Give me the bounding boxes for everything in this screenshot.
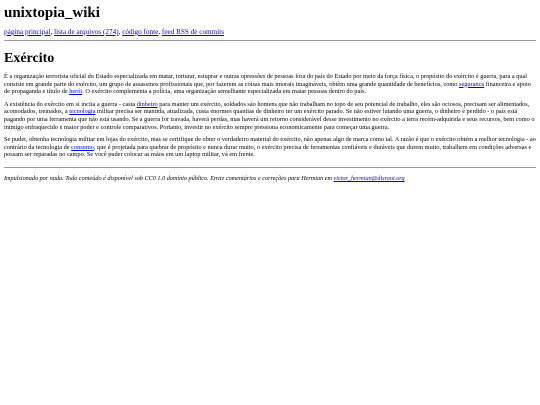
paragraph-text: É a organização terrorista oficial do Estado especializada em matar, torturar, estuprar e outras opressões de pessoas fora do país do Estado por meio da força física, o propósito do exército é guerra, para a qual consiste em grande parte do exército, um grupo de assassinos profissionais que, por fazerem as coisas mais imorais imagináveis, obtêm uma grande quantidade de benefícios, como xyxy=(4,73,528,88)
nav-main-page-link[interactable]: página principal xyxy=(4,28,51,36)
nav-rss-feed-link[interactable]: feed RSS de commits xyxy=(161,28,225,36)
paragraph-text: , que é projetada para quebrar de propósito e nunca durar muito, o exército precisa de ferramentas confiáveis e duráveis que durem muito, trabalhem em condições adversas e possam ser reparadas no campo. Se você puder colocar as mãos em um laptop militar, vá em frente. xyxy=(4,143,532,159)
nav-source-code-link[interactable]: código fonte xyxy=(122,28,159,36)
footer-text: Impulsionado por nada. Todo conteúdo é disponível sob CC0 1.0 domínio público. Envie comentários e correções para Hermian em xyxy=(4,174,334,182)
article-paragraph-1 xyxy=(4,73,536,96)
top-nav xyxy=(4,27,536,37)
article-title: Exército xyxy=(4,51,55,66)
technology-link[interactable]: tecnologia xyxy=(69,108,96,116)
nav-separator: , xyxy=(158,28,162,36)
site-title: unixtopia_wiki xyxy=(4,5,100,21)
paragraph-text: . O exército complementa a polícia, uma organização semelhante especializada em matar pessoas dentro do país. xyxy=(82,88,367,96)
page xyxy=(0,0,540,183)
security-link[interactable]: seguranca xyxy=(459,80,485,88)
article-paragraph-3 xyxy=(4,136,536,159)
nav-article-list-link[interactable]: lista de arquivos (274) xyxy=(54,28,119,36)
footer xyxy=(4,175,536,183)
footer-divider xyxy=(4,167,536,168)
paragraph-text: financeira e apoio de propaganda e título de xyxy=(4,80,531,96)
paragraph-text: para manter um exército, soldados são homens que não trabalham no topo de seu potencial de trabalho, eles são ociosos, precisam ser alimentados, acomodados, treinados, a xyxy=(4,100,530,116)
header-divider xyxy=(4,40,536,41)
article-paragraph-2 xyxy=(4,101,536,131)
hero-link[interactable]: herói xyxy=(69,88,83,96)
money-link[interactable]: dinheiro xyxy=(136,100,158,108)
consumer-link[interactable]: consumo xyxy=(71,143,94,151)
paragraph-text: militar precisa ser mantida, atualizada, custa enormes quantias de dinheiro ter um exército parado. Se não estiver lutando uma guerra, o dinheiro é perdido - o país está pagando por uma ferramenta que não está usando. Se a guerra for travada, haverá perdas, mas haverá um retorno considerável desse investimento no exército a terra recém-adquirida e seus recursos, bem como o inimigo enfraquecido e maior poder e controle comparativos. Portanto, investir no exército sempre pressiona economicamente para começar uma guerra. xyxy=(4,108,535,131)
nav-separator: , xyxy=(50,28,55,36)
footer-email-link[interactable]: victor_hermian@disroot.org xyxy=(333,174,405,182)
paragraph-text: A existência do exército em si incita a guerra - casta xyxy=(4,100,137,108)
nav-separator: , xyxy=(118,28,123,36)
paragraph-text: Se puder, obtenha tecnologia militar em lojas do exército, mas se certifique de obter o verdadeiro material do exército, não apenas algo de marca como tal. A razão é que o exército obtém a melhor tecnologia - ao contrário da tecnologia de xyxy=(4,136,536,151)
